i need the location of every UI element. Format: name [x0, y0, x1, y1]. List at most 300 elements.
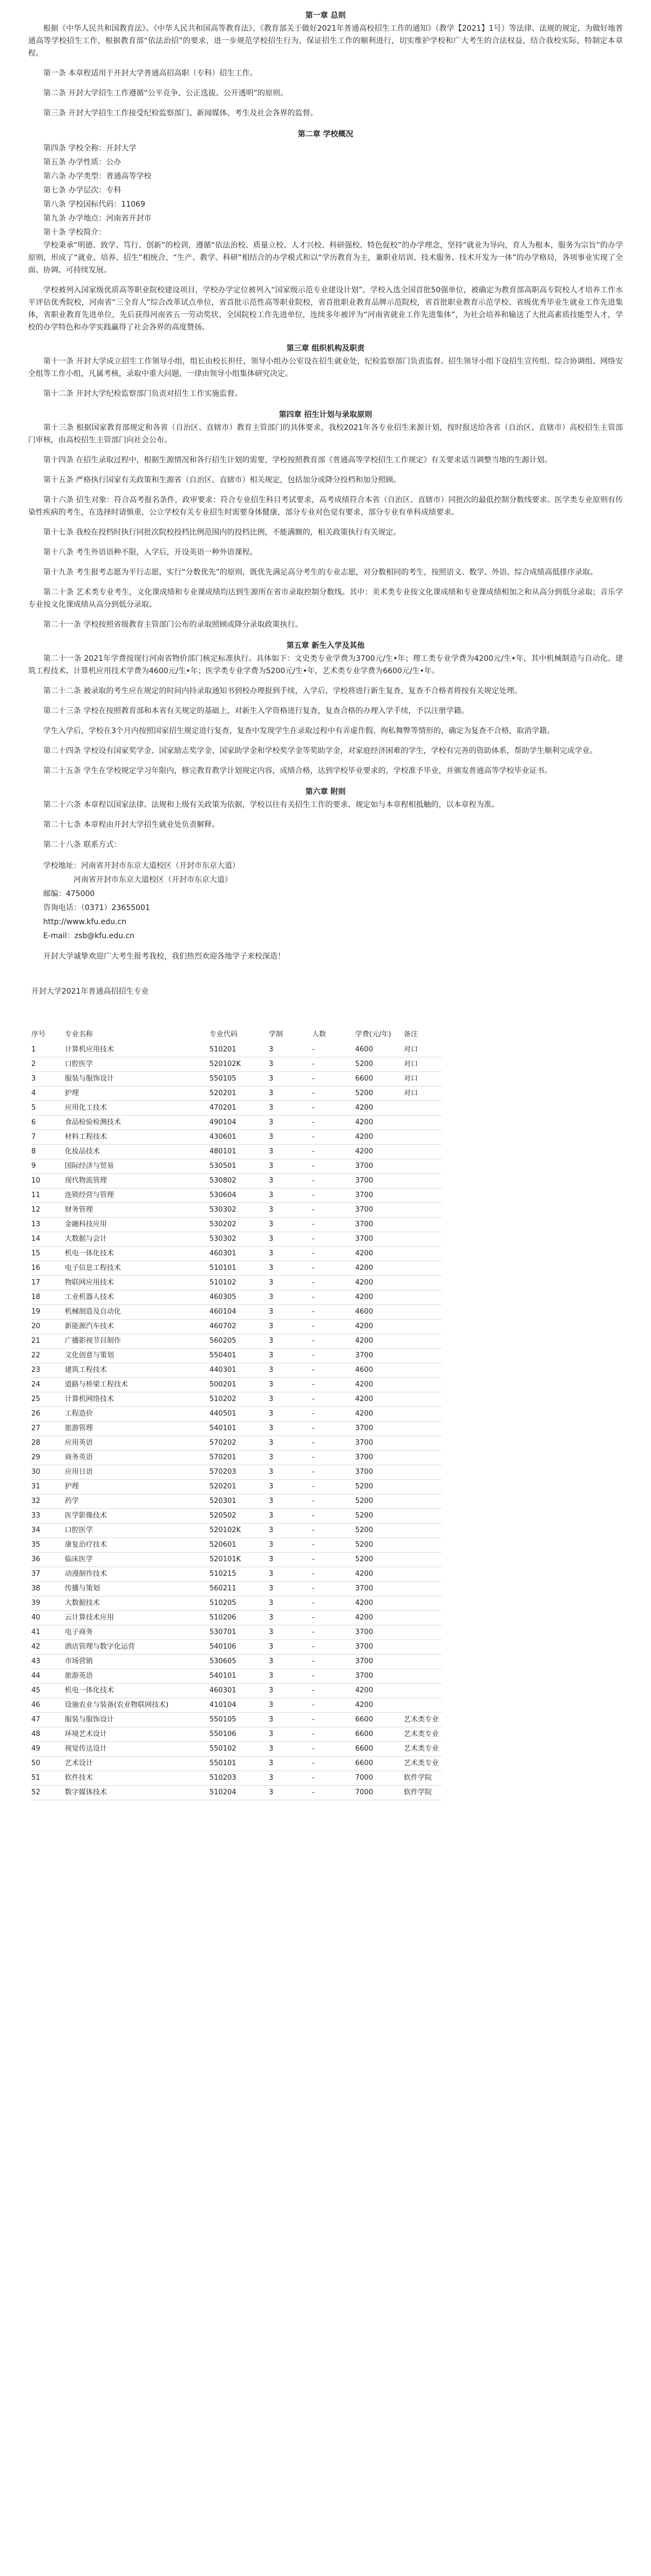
table-row: [31, 1494, 442, 1509]
cell-fee: 5200: [355, 1512, 374, 1520]
cell-years: 3: [269, 1439, 274, 1447]
cell-major-name: 电子商务: [65, 1628, 93, 1636]
cell-no: 18: [31, 1293, 40, 1301]
header-years: 学制: [269, 1030, 283, 1038]
cell-count: -: [312, 1308, 315, 1316]
cell-fee: 5200: [355, 1497, 374, 1505]
cell-major-name: 连锁经营与管理: [65, 1191, 114, 1199]
cell-years: 3: [269, 1235, 274, 1243]
cell-major-name: 康复治疗技术: [65, 1541, 107, 1549]
cell-count: -: [312, 1162, 315, 1170]
paragraph: 第十八条 考生外语语种不限，入学后，开设英语一种外语课程。: [43, 548, 257, 557]
cell-count: -: [312, 1570, 315, 1578]
cell-major-code: 510205: [209, 1599, 236, 1607]
cell-years: 3: [269, 1351, 274, 1359]
cell-major-name: 金融科技应用: [65, 1220, 107, 1228]
cell-no: 24: [31, 1381, 40, 1389]
cell-count: -: [312, 1439, 315, 1447]
cell-major-code: 530202: [209, 1220, 236, 1228]
cell-count: -: [312, 1322, 315, 1330]
table-row: [31, 1757, 442, 1771]
cell-major-name: 临床医学: [65, 1555, 93, 1563]
cell-fee: 4200: [355, 1395, 374, 1403]
cell-major-code: 560211: [209, 1584, 236, 1593]
cell-years: 3: [269, 1745, 274, 1753]
cell-count: -: [312, 1526, 315, 1534]
cell-major-code: 460104: [209, 1308, 236, 1316]
cell-major-name: 艺术设计: [65, 1759, 93, 1767]
cell-no: 7: [31, 1133, 36, 1141]
cell-major-name: 酒店管理与数字化运营: [65, 1643, 135, 1651]
cell-no: 43: [31, 1657, 40, 1665]
cell-no: 51: [31, 1774, 40, 1782]
cell-years: 3: [269, 1584, 274, 1593]
cell-major-name: 建筑工程技术: [65, 1366, 107, 1374]
cell-years: 3: [269, 1264, 274, 1272]
paragraph: 第一条 本章程适用于开封大学普通高招高职（专科）招生工作。: [43, 69, 257, 78]
cell-major-name: 广播影视节目制作: [65, 1337, 121, 1345]
table-row: [31, 1771, 442, 1786]
cell-major-code: 520102K: [209, 1526, 241, 1534]
cell-fee: 4200: [355, 1410, 374, 1418]
cell-major-code: 530501: [209, 1162, 236, 1170]
contact-phone: 咨询电话：（0371）23655001: [43, 904, 150, 912]
cell-major-code: 460301: [209, 1249, 236, 1258]
cell-fee: 3700: [355, 1453, 374, 1461]
cell-major-code: 510215: [209, 1570, 236, 1578]
table-row: [31, 1174, 442, 1188]
cell-fee: 3700: [355, 1162, 374, 1170]
cell-no: 5: [31, 1104, 36, 1112]
cell-count: -: [312, 1599, 315, 1607]
cell-fee: 4200: [355, 1104, 374, 1112]
cell-major-name: 应用化工技术: [65, 1104, 107, 1112]
paragraph: 第二十一条 学校按照省级教育主管部门公布的录取照顾或降分录取政策执行。: [43, 620, 303, 629]
cell-note: [404, 1422, 442, 1436]
cell-major-name: 服装与服饰设计: [65, 1716, 114, 1724]
table-row: [31, 1232, 442, 1247]
table-row: [31, 1451, 442, 1465]
cell-fee: 6600: [355, 1759, 374, 1767]
table-row: [31, 1465, 442, 1480]
table-header-row: [31, 1027, 442, 1043]
cell-count: -: [312, 1614, 315, 1622]
cell-major-name: 口腔医学: [65, 1526, 93, 1534]
cell-major-name: 道路与桥梁工程技术: [65, 1381, 128, 1389]
cell-major-code: 490104: [209, 1118, 236, 1126]
cell-note: [404, 1494, 442, 1509]
table-row: [31, 1145, 442, 1159]
cell-note: [404, 1538, 442, 1553]
table-row: [31, 1407, 442, 1422]
cell-years: 3: [269, 1628, 274, 1636]
cell-years: 3: [269, 1788, 274, 1796]
cell-major-name: 旅游管理: [65, 1424, 93, 1432]
table-row: [31, 1087, 442, 1101]
cell-count: -: [312, 1453, 315, 1461]
paragraph: 第二十条 艺术类专业考生，文化课成绩和专业课成绩均达到生源所在省市录取控制分数线。其中：美术类专业按文化课成绩和专业课成绩相加之和从高分到低分录取；音乐学专业按文化课成绩从高分到低分录取。: [28, 588, 623, 609]
cell-no: 9: [31, 1162, 36, 1170]
cell-note: [404, 1451, 442, 1465]
cell-no: 39: [31, 1599, 40, 1607]
cell-note: [404, 1349, 442, 1363]
cell-count: -: [312, 1774, 315, 1782]
cell-fee: 4200: [355, 1264, 374, 1272]
cell-major-code: 520201: [209, 1482, 236, 1491]
table-row: [31, 1116, 442, 1130]
cell-count: -: [312, 1075, 315, 1083]
cell-years: 3: [269, 1395, 274, 1403]
paragraph: 第二十八条 联系方式：: [43, 841, 121, 849]
cell-no: 17: [31, 1279, 40, 1287]
cell-count: -: [312, 1177, 315, 1185]
cell-no: 29: [31, 1453, 40, 1461]
closing-text: 开封大学诚挚欢迎广大考生报考我校，我们热烈欢迎各地学子来校深造！: [43, 952, 285, 961]
cell-note: [404, 1465, 442, 1480]
table-row: [31, 1247, 442, 1261]
table-row: [31, 1392, 442, 1407]
cell-major-code: 520502: [209, 1512, 236, 1520]
cell-major-code: 560205: [209, 1337, 236, 1345]
cell-no: 26: [31, 1410, 40, 1418]
cell-major-name: 机电一体化技术: [65, 1686, 114, 1694]
cell-years: 3: [269, 1249, 274, 1258]
cell-note: [404, 1407, 442, 1422]
cell-count: -: [312, 1366, 315, 1374]
cell-no: 15: [31, 1249, 40, 1258]
paragraph: 第二条 开封大学招生工作遵循“公平竞争、公正选拔、公开透明”的原则。: [43, 89, 288, 98]
cell-no: 37: [31, 1570, 40, 1578]
cell-major-code: 440501: [209, 1410, 236, 1418]
cell-years: 3: [269, 1075, 274, 1083]
cell-major-code: 530701: [209, 1628, 236, 1636]
cell-years: 3: [269, 1730, 274, 1738]
cell-major-code: 570201: [209, 1453, 236, 1461]
table-row: [31, 1698, 442, 1713]
cell-major-code: 520301: [209, 1497, 236, 1505]
paragraph: 第十六条 招生对象：符合高考报名条件，政审要求：符合专业招生科目考试要求，高考成绩符合本省（自治区、直辖市）同批次的最低控制分数线要求。医学类专业原则有传染性疾病的考生，在选择时请慎重，公立学校有关专业招生时需要身体健康，部分专业对色觉有要求，部分专业有单科成绩要求。: [28, 496, 623, 517]
cell-major-code: 550401: [209, 1351, 236, 1359]
contact-postcode: 邮编：475000: [43, 890, 95, 898]
cell-years: 3: [269, 1541, 274, 1549]
cell-no: 41: [31, 1628, 40, 1636]
cell-count: -: [312, 1235, 315, 1243]
cell-major-code: 470201: [209, 1104, 236, 1112]
cell-major-name: 食品检验检测技术: [65, 1118, 121, 1126]
cell-no: 42: [31, 1643, 40, 1651]
cell-major-code: 530605: [209, 1657, 236, 1665]
cell-count: -: [312, 1133, 315, 1141]
cell-count: -: [312, 1788, 315, 1796]
cell-major-code: 570202: [209, 1439, 236, 1447]
cell-years: 3: [269, 1220, 274, 1228]
contact-block: [28, 859, 623, 943]
cell-fee: 3700: [355, 1220, 374, 1228]
cell-note: [404, 1596, 442, 1611]
cell-fee: 6600: [355, 1745, 374, 1753]
table-row: [31, 1727, 442, 1742]
cell-count: -: [312, 1745, 315, 1753]
cell-fee: 4600: [355, 1366, 374, 1374]
cell-fee: 3700: [355, 1628, 374, 1636]
cell-no: 10: [31, 1177, 40, 1185]
paragraph: 学生入学后，学校在3个月内按照国家招生规定进行复查，复查中发现学生在录取过程中有弄虚作假、徇私舞弊等情形的，确定为复查不合格，取消学籍。: [43, 727, 554, 735]
cell-fee: 7000: [355, 1788, 374, 1796]
cell-years: 3: [269, 1118, 274, 1126]
cell-note: [404, 1232, 442, 1247]
info-line: 第十条 学校简介：: [43, 228, 106, 237]
cell-years: 3: [269, 1570, 274, 1578]
cell-no: 47: [31, 1716, 40, 1724]
cell-fee: 3700: [355, 1643, 374, 1651]
cell-count: -: [312, 1191, 315, 1199]
cell-major-code: 520601: [209, 1541, 236, 1549]
cell-major-name: 应用日语: [65, 1468, 93, 1476]
cell-count: -: [312, 1482, 315, 1491]
cell-no: 4: [31, 1089, 36, 1097]
cell-count: -: [312, 1293, 315, 1301]
table-row: [31, 1378, 442, 1392]
table-row: [31, 1523, 442, 1538]
table-row: [31, 1669, 442, 1684]
table-row: [31, 1625, 442, 1640]
cell-count: -: [312, 1555, 315, 1563]
cell-major-code: 410104: [209, 1701, 236, 1709]
cell-no: 13: [31, 1220, 40, 1228]
cell-major-code: 540106: [209, 1643, 236, 1651]
cell-count: -: [312, 1584, 315, 1593]
table-row: [31, 1509, 442, 1523]
cell-years: 3: [269, 1060, 274, 1068]
majors-title: 开封大学2021年普通高招招生专业: [31, 987, 149, 996]
table-row: [31, 1713, 442, 1727]
cell-count: -: [312, 1672, 315, 1680]
contact-email-link[interactable]: E-mail：zsb@kfu.edu.cn: [43, 932, 135, 940]
cell-major-code: 540101: [209, 1424, 236, 1432]
contact-website-link[interactable]: http://www.kfu.edu.cn: [43, 918, 127, 926]
cell-no: 46: [31, 1701, 40, 1709]
paragraph: 第十九条 考生报考志愿为平行志愿，实行“分数优先”的原则，既优先满足高分考生的专业志愿，对分数相同的考生，按照语文、数学、外语、综合成绩高低排序录取。: [43, 568, 598, 577]
cell-major-name: 医学影像技术: [65, 1512, 107, 1520]
cell-count: -: [312, 1206, 315, 1214]
cell-fee: 5200: [355, 1555, 374, 1563]
cell-fee: 7000: [355, 1774, 374, 1782]
cell-fee: 5200: [355, 1526, 374, 1534]
table-row: [31, 1786, 442, 1800]
cell-major-name: 服装与服饰设计: [65, 1075, 114, 1083]
paragraph: 第二十六条 本章程以国家法律、法规和上级有关政策为依据，学校以往有关招生工作的要求、规定如与本章程相抵触的，以本章程为准。: [43, 801, 499, 809]
cell-fee: 3700: [355, 1468, 374, 1476]
cell-fee: 5200: [355, 1541, 374, 1549]
cell-years: 3: [269, 1089, 274, 1097]
cell-major-code: 550106: [209, 1730, 236, 1738]
cell-count: -: [312, 1249, 315, 1258]
cell-major-name: 软件技术: [65, 1774, 93, 1782]
cell-fee: 4200: [355, 1249, 374, 1258]
paragraph: 第二十五条 学生在学校规定学习年限内，修完教育教学计划规定内容，成绩合格，达到学校毕业要求的，学校准予毕业，并颁发普通高等学校毕业证书。: [43, 767, 552, 775]
cell-note: [404, 1509, 442, 1523]
cell-fee: 4600: [355, 1046, 374, 1054]
cell-note: [404, 1305, 442, 1320]
table-row: [31, 1363, 442, 1378]
cell-fee: 4200: [355, 1118, 374, 1126]
cell-note: [404, 1101, 442, 1116]
cell-note: [404, 1334, 442, 1349]
cell-major-name: 药学: [65, 1497, 79, 1505]
cell-years: 3: [269, 1191, 274, 1199]
cell-fee: 3700: [355, 1177, 374, 1185]
cell-note: [404, 1436, 442, 1451]
cell-note: [404, 1553, 442, 1567]
chapter-3-title: 第三章 组织机构及职责: [286, 344, 365, 353]
cell-note: [404, 1174, 442, 1188]
cell-no: 27: [31, 1424, 40, 1432]
cell-years: 3: [269, 1526, 274, 1534]
table-row: [31, 1320, 442, 1334]
cell-years: 3: [269, 1279, 274, 1287]
cell-note: 对口: [404, 1089, 418, 1097]
cell-note: [404, 1203, 442, 1218]
cell-note: [404, 1261, 442, 1276]
cell-note: [404, 1392, 442, 1407]
cell-count: -: [312, 1512, 315, 1520]
cell-note: [404, 1218, 442, 1232]
cell-no: 20: [31, 1322, 40, 1330]
cell-count: -: [312, 1060, 315, 1068]
contact-address-2: 河南省开封市东京大道校区（开封市东京大道）: [73, 876, 232, 884]
cell-major-code: 510206: [209, 1614, 236, 1622]
cell-years: 3: [269, 1322, 274, 1330]
cell-count: -: [312, 1497, 315, 1505]
cell-major-code: 520101K: [209, 1555, 241, 1563]
cell-fee: 4200: [355, 1293, 374, 1301]
cell-note: [404, 1567, 442, 1582]
cell-years: 3: [269, 1104, 274, 1112]
cell-note: [404, 1625, 442, 1640]
cell-years: 3: [269, 1337, 274, 1345]
cell-note: [404, 1655, 442, 1669]
table-row: [31, 1261, 442, 1276]
paragraph: 学校被列入国家级优质高等职业院校建设项目，学校办学定位被列入“国家级示范专业建设计划”，学校入选全国首批50强单位，被确定为教育部高职高专院校人才培养工作水平评估优秀院校，河南省“三全育人”综合改革试点单位，省首批示范性高等职业院校，省首批职业教育品牌示范院校，省首批职业教育示范学校、省级优秀毕业生就业工作先进集体，省职业教育先进单位，先后获得河南省五一劳动奖状、全国院校工作先进单位，连续多年被评为“河南省就业工作先进集体”，为社会培养和输送了大批高素质技能型人才，学校的办学特色和办学实践赢得了社会各界的高度赞扬。: [28, 286, 623, 332]
cell-major-code: 530302: [209, 1206, 236, 1214]
cell-no: 48: [31, 1730, 40, 1738]
table-row: [31, 1349, 442, 1363]
cell-years: 3: [269, 1410, 274, 1418]
cell-fee: 4200: [355, 1381, 374, 1389]
cell-major-code: 480101: [209, 1147, 236, 1156]
cell-fee: 5200: [355, 1089, 374, 1097]
cell-no: 32: [31, 1497, 40, 1505]
cell-no: 3: [31, 1075, 36, 1083]
cell-count: -: [312, 1657, 315, 1665]
chapter-4-title: 第四章 招生计划与录取原则: [279, 411, 372, 419]
cell-count: -: [312, 1468, 315, 1476]
chapter-2-body: [28, 141, 623, 334]
cell-years: 3: [269, 1759, 274, 1767]
cell-no: 34: [31, 1526, 40, 1534]
table-row: [31, 1188, 442, 1203]
cell-years: 3: [269, 1468, 274, 1476]
cell-no: 14: [31, 1235, 40, 1243]
cell-fee: 4200: [355, 1337, 374, 1345]
cell-count: -: [312, 1686, 315, 1694]
cell-no: 45: [31, 1686, 40, 1694]
cell-years: 3: [269, 1614, 274, 1622]
cell-note: [404, 1290, 442, 1305]
cell-years: 3: [269, 1497, 274, 1505]
chapter-6-title: 第六章 附则: [305, 788, 346, 796]
cell-major-code: 530302: [209, 1235, 236, 1243]
cell-major-name: 云计算技术应用: [65, 1614, 114, 1622]
table-row: [31, 1538, 442, 1553]
cell-major-name: 材料工程技术: [65, 1133, 107, 1141]
cell-count: -: [312, 1424, 315, 1432]
table-row: [31, 1640, 442, 1655]
cell-count: -: [312, 1337, 315, 1345]
cell-years: 3: [269, 1381, 274, 1389]
cell-major-name: 工程造价: [65, 1410, 93, 1418]
table-row: [31, 1422, 442, 1436]
chapter-2-title: 第二章 学校概况: [297, 130, 354, 139]
table-row: [31, 1305, 442, 1320]
cell-major-name: 商务英语: [65, 1453, 93, 1461]
cell-years: 3: [269, 1293, 274, 1301]
cell-major-code: 550105: [209, 1716, 236, 1724]
table-row: [31, 1057, 442, 1072]
cell-years: 3: [269, 1177, 274, 1185]
cell-years: 3: [269, 1599, 274, 1607]
cell-major-name: 设施农业与装备(农业物联网技术): [65, 1701, 169, 1709]
cell-major-name: 国际经济与贸易: [65, 1162, 114, 1170]
cell-major-name: 市场营销: [65, 1657, 93, 1665]
table-row: [31, 1436, 442, 1451]
cell-count: -: [312, 1701, 315, 1709]
cell-no: 8: [31, 1147, 36, 1156]
cell-years: 3: [269, 1512, 274, 1520]
cell-no: 2: [31, 1060, 36, 1068]
cell-count: -: [312, 1118, 315, 1126]
paragraph: 第二十二条 被录取的考生应在规定的时间内持录取通知书到校办理报到手续，入学后，学校将进行新生复查，复查不合格者将按有关规定处理。: [43, 687, 522, 695]
cell-major-name: 计算机应用技术: [65, 1046, 114, 1054]
cell-note: [404, 1159, 442, 1174]
cell-years: 3: [269, 1672, 274, 1680]
table-row: [31, 1276, 442, 1290]
cell-count: -: [312, 1046, 315, 1054]
cell-years: 3: [269, 1206, 274, 1214]
cell-count: -: [312, 1395, 315, 1403]
cell-major-name: 机械制造及自动化: [65, 1308, 121, 1316]
paragraph: 第十三条 根据国家教育部规定和各省（自治区、直辖市）教育主管部门的具体要求，我校2021年各专业招生来源计划，按时报送给各省（自治区、直辖市）高校招生主管部门审核，由高校招生主管部门向社会公布。: [28, 423, 623, 445]
cell-years: 3: [269, 1482, 274, 1491]
paragraph: 第十四条 在招生录取过程中，根据生源情况和各行招生计划的需要，学校按照教育部《普通高等学校招生工作规定》有关要求适当调整当地的生源计划。: [43, 456, 552, 464]
paragraph: 第二十四条 学校设有国家奖学金、国家励志奖学金、国家助学金和学校奖学金等奖助学金，对家庭经济困难的学生，学校有完善的资助体系，帮助学生顺利完成学业。: [43, 747, 598, 755]
cell-no: 12: [31, 1206, 40, 1214]
cell-count: -: [312, 1089, 315, 1097]
table-row: [31, 1043, 442, 1057]
cell-fee: 3700: [355, 1191, 374, 1199]
cell-no: 6: [31, 1118, 36, 1126]
cell-years: 3: [269, 1046, 274, 1054]
cell-years: 3: [269, 1424, 274, 1432]
cell-count: -: [312, 1147, 315, 1156]
paragraph: 第二十三条 学校在按照教育部和本省有关规定的基础上，对新生入学资格进行复查，复查合格的办理入学手续，予以注册学籍。: [43, 707, 469, 715]
cell-note: [404, 1130, 442, 1145]
cell-years: 3: [269, 1716, 274, 1724]
chapter-4-body: [28, 422, 623, 631]
table-row: [31, 1742, 442, 1757]
info-line: 第八条 学校国标代码：11069: [43, 200, 145, 209]
cell-major-code: 510204: [209, 1788, 236, 1796]
